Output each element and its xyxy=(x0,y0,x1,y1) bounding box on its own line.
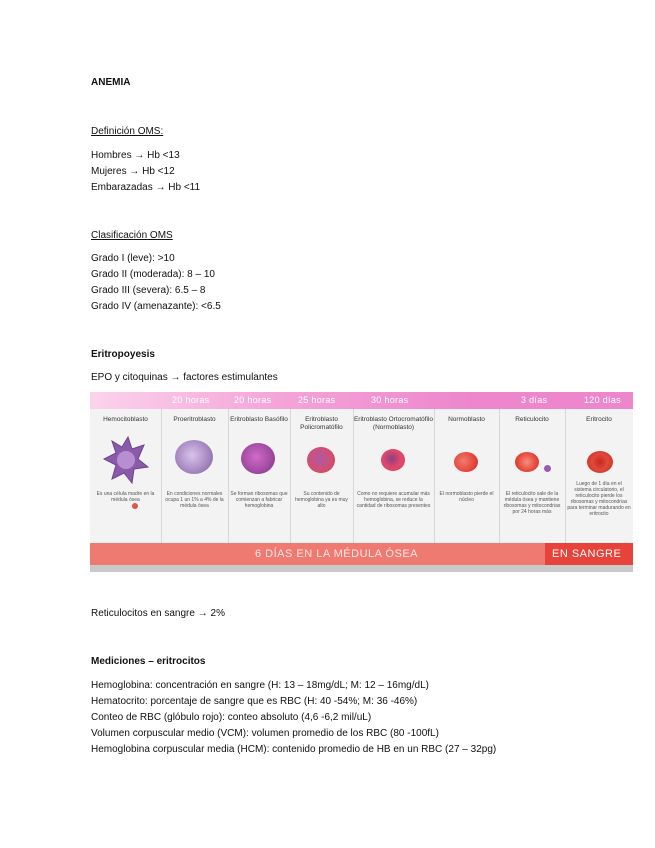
reticulocito-cell-icon xyxy=(515,452,539,472)
definicion-line: Mujeres → Hb <12 xyxy=(91,166,175,177)
clasificacion-line: Grado II (moderada): 8 – 10 xyxy=(91,269,215,280)
definicion-line: Hombres → Hb <13 xyxy=(91,150,180,161)
figure-bottom-strip xyxy=(90,565,633,572)
stage-name: Eritroblasto Basófilo xyxy=(230,416,288,423)
clasificacion-line: Grado III (severa): 6.5 – 8 xyxy=(91,285,206,296)
stage-ortocromatofilo xyxy=(353,409,434,543)
document-title: ANEMIA xyxy=(91,77,131,88)
mediciones-heading: Mediciones – eritrocitos xyxy=(91,656,206,667)
marker-dot xyxy=(132,503,138,509)
mediciones-line: Hemoglobina corpuscular media (HCM): contenido promedio de HB en un RBC (27 – 32pg) xyxy=(91,744,497,755)
stage-name: Eritrocito xyxy=(586,416,612,423)
extruded-nucleus-icon xyxy=(544,465,551,472)
policromatofilo-cell-icon xyxy=(307,447,335,473)
mediciones-line: Volumen corpuscular medio (VCM): volumen promedio de los RBC (80 -100fL) xyxy=(91,728,439,739)
stage-description: Como no requiere acumular más hemoglobina, se reduce la cantidad de ribosomas presentes xyxy=(356,491,431,509)
stage-name: Hemocitoblasto xyxy=(103,416,148,423)
stage-name: Normoblasto xyxy=(448,416,485,423)
eritropoyesis-intro: EPO y citoquinas → factores estimulantes xyxy=(91,372,278,383)
definicion-heading: Definición OMS: xyxy=(91,126,164,137)
stage-reticulocito xyxy=(499,409,565,543)
normoblasto-cell-icon xyxy=(454,452,478,472)
stage-name: Reticulocito xyxy=(515,416,549,423)
time-label: 20 horas xyxy=(234,395,272,405)
time-label: 120 días xyxy=(584,395,621,405)
reticulocitos-line: Reticulocitos en sangre → 2% xyxy=(91,608,225,619)
marrow-duration-label: 6 DÍAS EN LA MÉDULA ÓSEA xyxy=(255,548,419,560)
time-label: 30 horas xyxy=(371,395,409,405)
clasificacion-line: Grado I (leve): >10 xyxy=(91,253,175,264)
time-label: 25 horas xyxy=(298,395,336,405)
erythropoiesis-figure xyxy=(90,392,633,572)
stage-eritrocito xyxy=(565,409,633,543)
hemocitoblasto-cell-icon xyxy=(102,433,150,485)
eritrocito-cell-icon xyxy=(587,451,613,473)
stage-description: Luego de 1 día en el sistema circulatorio, el reticulocito pierde los ribosomas y mitocondrias para terminar madurando en eritrocito xyxy=(567,481,631,517)
time-label: 20 horas xyxy=(172,395,210,405)
stage-hemocitoblasto xyxy=(90,409,161,543)
stage-proeritroblasto xyxy=(161,409,228,543)
mediciones-line: Hemoglobina: concentración en sangre (H: 13 – 18mg/dL; M: 12 – 16mg/dL) xyxy=(91,680,429,691)
blood-label: EN SANGRE xyxy=(552,548,622,560)
ortocromatofilo-cell-icon xyxy=(381,449,405,471)
stage-policromatofilo xyxy=(290,409,353,543)
stage-name: Eritroblasto Ortocromatófilo (Normoblasto) xyxy=(353,416,434,431)
eritropoyesis-heading: Eritropoyesis xyxy=(91,349,155,360)
stage-description: Su contenido de hemoglobina ya es muy alto xyxy=(295,491,348,509)
stage-name: Proeritroblasto xyxy=(173,416,216,423)
mediciones-line: Hematocrito: porcentaje de sangre que es RBC (H: 40 -54%; M: 36 -46%) xyxy=(91,696,418,707)
stage-basofilo xyxy=(228,409,290,543)
stage-name: Eritroblasto Policromatófilo xyxy=(300,416,343,431)
time-bar xyxy=(90,392,633,409)
blood-bar xyxy=(545,543,633,565)
stage-description: Se forman ribosomas que comienzan a fabricar hemoglobina xyxy=(230,491,288,509)
definicion-line: Embarazadas → Hb <11 xyxy=(91,182,201,193)
basofilo-cell-icon xyxy=(241,443,275,474)
proeritroblasto-cell-icon xyxy=(175,440,213,474)
stage-description: Es una célula madre en la médula ósea xyxy=(96,491,155,503)
stage-description: El normoblasto pierde el núcleo xyxy=(439,491,494,503)
stage-description: El reticulocito sale de la médula ósea y mantiene ribosomas y mitocondrias por 24 horas más xyxy=(503,491,561,515)
clasificacion-line: Grado IV (amenazante): <6.5 xyxy=(91,301,221,312)
stage-normoblasto xyxy=(434,409,499,543)
stage-description: En condiciones normales ocupa 1 un 1% a 4% de la médula ósea xyxy=(165,491,224,509)
clasificacion-heading: Clasificación OMS xyxy=(91,230,173,241)
time-label: 3 días xyxy=(521,395,548,405)
mediciones-line: Conteo de RBC (glóbulo rojo): conteo absoluto (4,6 -6,2 mil/uL) xyxy=(91,712,372,723)
